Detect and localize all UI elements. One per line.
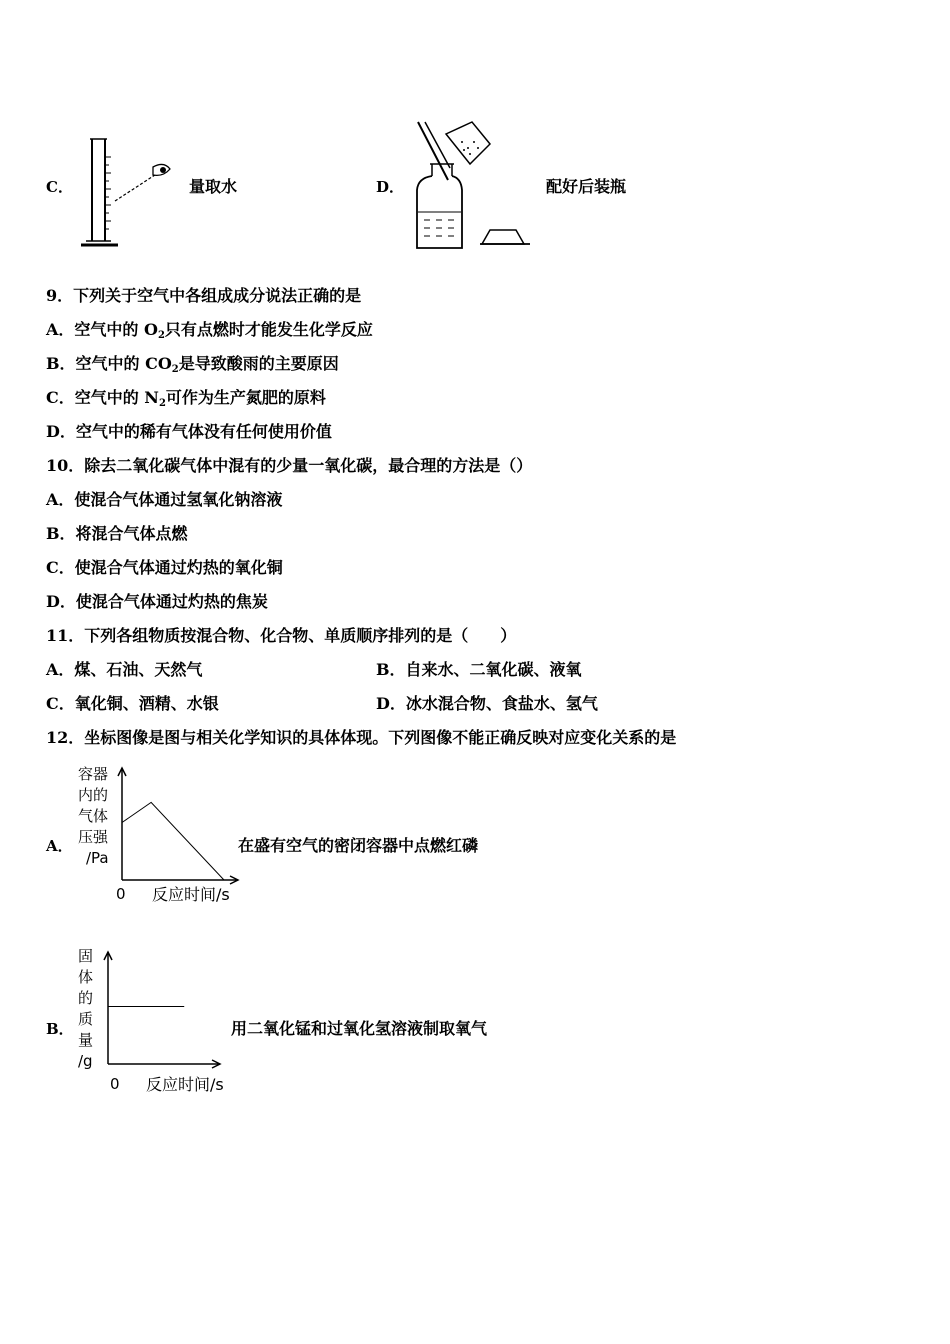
q11-option-a: A．煤、石油、天然气 [46,660,203,679]
chart-a-ylabel-line: 压强 [78,828,109,846]
chart-a-yunit: /Pa [86,849,109,867]
q12-option-b-label: B． [46,1020,74,1038]
chart-a-ylabel-line: 气体 [78,807,109,825]
chart-b-ylabel-line: 固 [78,947,94,965]
q10-option-a: A．使混合气体通过氢氧化钠溶液 [46,490,283,509]
q11-option-d: D．冰水混合物、食盐水、氢气 [376,694,598,713]
chart-a-ylabel-line: 容器 [78,765,109,783]
q8-option-d-label: D． [376,178,405,196]
chart-b-ylabel-line: 量 [78,1031,94,1049]
q10-stem: 10．除去二氧化碳气体中混有的少量一氧化碳，最合理的方法是（） [46,456,533,475]
q10-option-b: B．将混合气体点燃 [46,524,188,543]
chart-a-ylabel-line: 内的 [78,786,109,804]
chart-b-yunit: /g [78,1052,93,1070]
graduated-cylinder-figure [78,135,178,253]
chart-b-ylabel-line: 的 [78,989,94,1007]
q12-option-a-caption: 在盛有空气的密闭容器中点燃红磷 [238,836,479,855]
chart-a [114,764,244,884]
chart-a-ylabel [78,764,118,869]
q9-option-d: D．空气中的稀有气体没有任何使用价值 [46,422,332,441]
chart-b-xlabel: 反应时间/s [146,1075,224,1094]
chart-a-origin: 0 [116,885,126,903]
q9-option-b: B．空气中的 $CO_2$是导致酸雨的主要原因 [46,354,339,375]
q8-option-c-caption: 量取水 [189,177,238,196]
q9-option-c: C．空气中的 $N_2$可作为生产氮肥的原料 [46,388,326,409]
q8-option-c-label: C． [46,178,73,196]
chart-b [100,948,224,1072]
q11-stem: 11．下列各组物质按混合物、化合物、单质顺序排列的是（ ） [46,626,517,645]
q9-stem: 9．下列关于空气中各组成成分说法正确的是 [46,286,362,305]
series-line [122,802,224,880]
chart-a-xlabel: 反应时间/s [152,885,230,904]
q11-option-c: C．氧化铜、酒精、水银 [46,694,219,713]
reagent-bottle-figure [410,118,540,253]
chart-b-ylabel-line: 质 [78,1010,94,1028]
q8-option-d-caption: 配好后装瓶 [546,177,627,196]
q12-stem: 12．坐标图像是图与相关化学知识的具体体现。下列图像不能正确反映对应变化关系的是 [46,728,677,747]
q12-option-a-label: A． [46,837,73,855]
q10-option-c: C．使混合气体通过灼热的氧化铜 [46,558,283,577]
q12-option-b-caption: 用二氧化锰和过氧化氢溶液制取氧气 [231,1019,488,1038]
q9-option-a: A．空气中的 $O_2$只有点燃时才能发生化学反应 [46,320,373,341]
q10-option-d: D．使混合气体通过灼热的焦炭 [46,592,268,611]
chart-b-ylabel-line: 体 [78,968,94,986]
chart-b-origin: 0 [110,1075,120,1093]
q11-option-b: B．自来水、二氧化碳、液氧 [376,660,582,679]
